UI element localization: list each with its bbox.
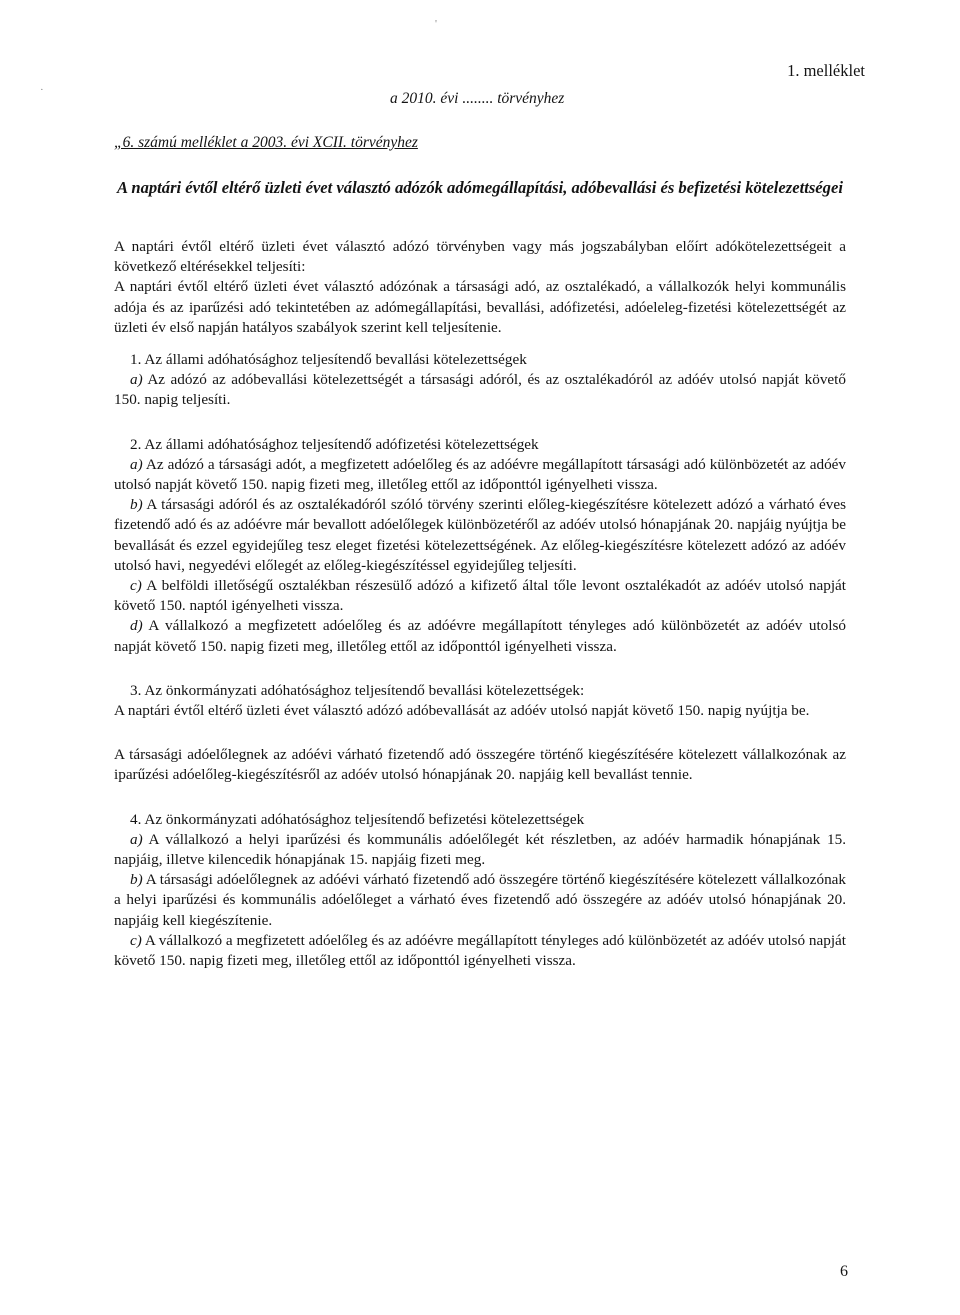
- scan-speck: ': [435, 18, 437, 30]
- section-3-paragraph: A naptári évtől eltérő üzleti évet választó adózó adóbevallását az adóév utolsó napját követő 150. napig nyújtja be.: [114, 702, 810, 720]
- section-2-item-b: b) A társasági adóról és az osztalékadóról szóló törvény szerinti előleg-kiegészítésre kötelezett adózó a várható éves fizetendő adó és az adóévre már bevallott adóelőlegek különbözetéről az adóév utolsó hónapjának 20. napjáig nyújtja be bevallását és ezzel egyidejűleg tesz eleget fizetési kötelezettségének. Az előleg-kiegészítésre kötelezett adózó az adóév utolsó havi, negyedévi előlegét az előleg-kiegészítéssel egyidejűleg teljesíti.: [114, 496, 846, 574]
- item-label: c): [130, 931, 142, 949]
- page-number: 6: [840, 1263, 848, 1280]
- annex-reference: „6. számú melléklet a 2003. évi XCII. törvényhez: [114, 134, 418, 151]
- section-1-heading: 1. Az állami adóhatósághoz teljesítendő bevallási kötelezettségek: [130, 351, 527, 369]
- document-title: A naptári évtől eltérő üzleti évet választó adózók adómegállapítási, adóbevallási és befizetési kötelezettségei: [117, 178, 843, 197]
- section-4-heading: 4. Az önkormányzati adóhatósághoz teljesítendő befizetési kötelezettségek: [130, 810, 585, 828]
- section-4-item-a: a) A vállalkozó a helyi iparűzési és kommunális adóelőlegét két részletben, az adóév harmadik hónapjának 15. napjáig, illetve kilencedik hónapjának 15. napjáig fizeti meg.: [114, 830, 846, 869]
- section-2-item-d: d) A vállalkozó a megfizetett adóelőleg és az adóévre megállapított tényleges adó különbözetét az adóév utolsó napját követő 150. napig fizeti meg, illetőleg ettől az időponttól igényelheti vissza.: [114, 617, 846, 655]
- item-label: a): [130, 371, 143, 389]
- section-2-heading: 2. Az állami adóhatósághoz teljesítendő adófizetési kötelezettségek: [130, 435, 539, 453]
- scan-speck: ·: [40, 84, 44, 96]
- section-2-item-c: c) A belföldi illetőségű osztalékban részesülő adózó a kifizető által tőle levont osztalékadót az adóév utolsó napját követő 150. naptól igényelheti vissza.: [114, 577, 846, 615]
- section-3-heading: 3. Az önkormányzati adóhatósághoz teljesítendő bevallási kötelezettségek:: [130, 681, 585, 699]
- annex-label: 1. melléklet: [787, 61, 865, 80]
- law-reference: a 2010. évi ........ törvényhez: [390, 90, 565, 107]
- item-label: d): [130, 617, 143, 635]
- intro-paragraph: A naptári évtől eltérő üzleti évet választó adózó törvényben vagy más jogszabályban előírt adókötelezettségeit a következő eltérésekkel teljesíti:: [114, 238, 846, 276]
- section-3-paragraph: A társasági adóelőlegnek az adóévi várható fizetendő adó összegére történő kiegészítésére kötelezett vállalkozónak az iparűzési adóelőleg-kiegészítésről az adóév utolsó hónapjának 20. napjáig kell bevallást tennie.: [114, 746, 846, 784]
- item-label: b): [130, 871, 143, 889]
- section-1-item-a: a) Az adózó az adóbevallási kötelezettségét a társasági adóról, és az osztalékadóról az adóév utolsó napját követő 150. napig teljesíti.: [114, 371, 846, 409]
- item-label: a): [130, 455, 143, 473]
- section-4-item-c: c) A vállalkozó a megfizetett adóelőleg és az adóévre megállapított tényleges adó különbözetét az adóév utolsó napját követő 150. napig fizeti meg, illetőleg ettől az időponttól igényelheti vissza.: [114, 931, 846, 970]
- document-body: [114, 237, 846, 971]
- item-label: a): [130, 830, 143, 848]
- item-label: c): [130, 577, 142, 595]
- section-2-item-a: a) Az adózó a társasági adót, a megfizetett adóelőleg és az adóévre megállapított társasági adó különbözetét az adóév utolsó napját követő 150. napig fizeti meg, illetőleg ettől az időponttól igényelheti vissza.: [114, 455, 846, 494]
- intro-paragraph: A naptári évtől eltérő üzleti évet választó adózónak a társasági adó, az osztalékadó, a vállalkozók helyi kommunális adója és az iparűzési adó tekintetében az adómegállapítási, bevallási, adófizetési, adóeleleg-fizetési kötelezettségét az üzleti év első napján hatályos szabályok szerint kell teljesítenie.: [114, 278, 846, 336]
- section-4-item-b: b) A társasági adóelőlegnek az adóévi várható fizetendő adó összegére történő kiegészítésére kötelezett vállalkozónak a helyi iparűzési és kommunális adóelőleget a várható éves fizetendő adó összegére az adóév utolsó hónapjának 20. napjáig kell kiegészítenie.: [114, 871, 846, 929]
- item-label: b): [130, 496, 143, 514]
